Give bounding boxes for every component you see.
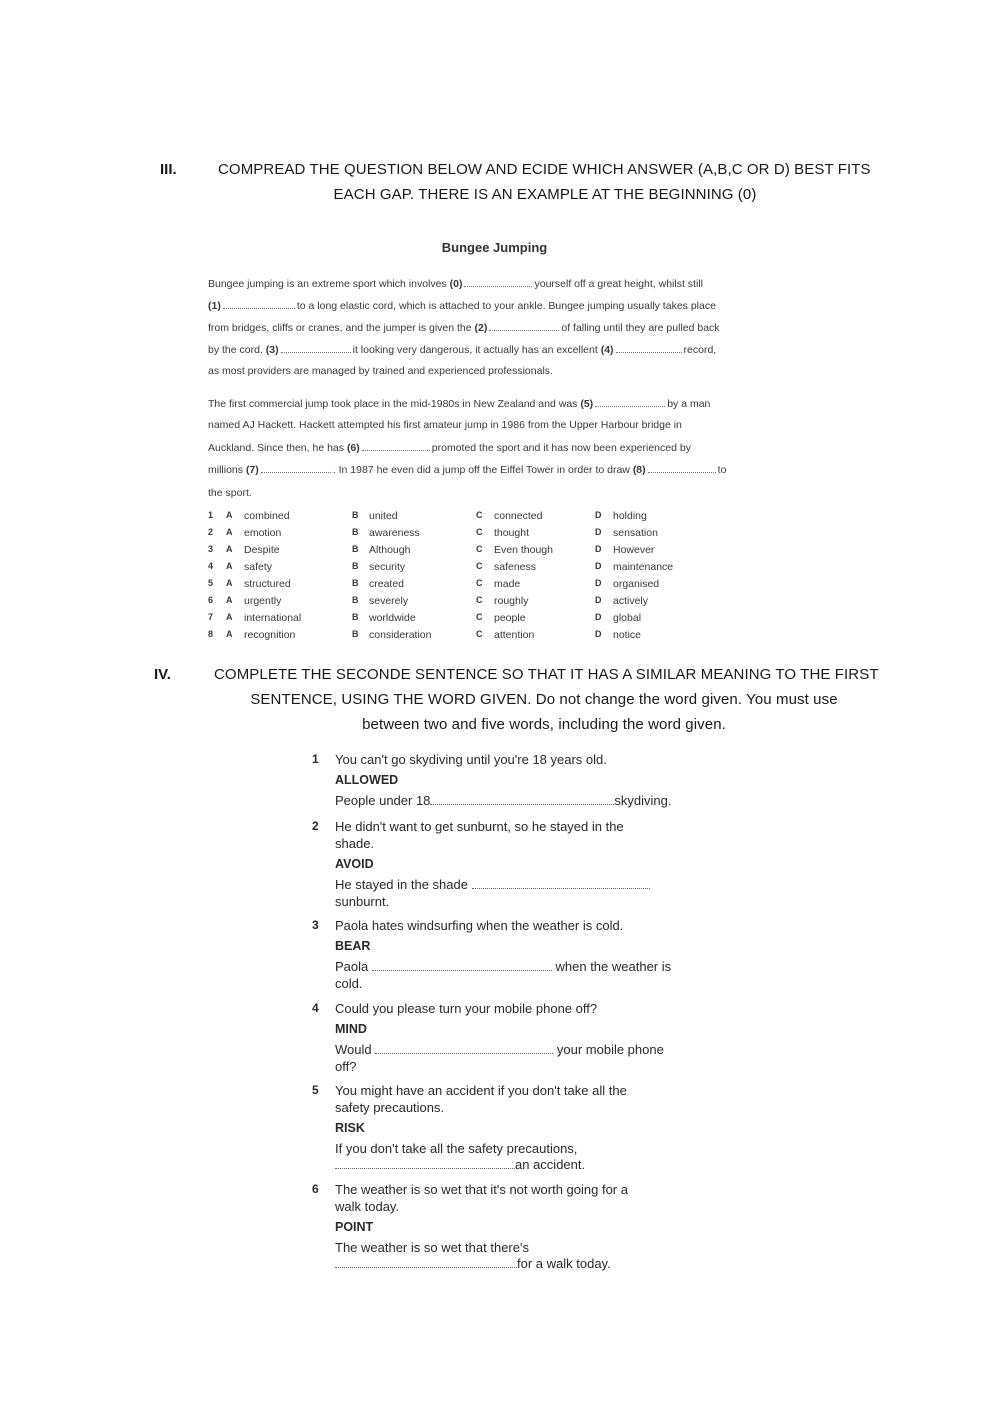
option-c: thought <box>494 527 530 539</box>
exercise-answer-line: off? <box>335 1059 357 1074</box>
passage-line: the sport. <box>208 487 252 499</box>
option-c: made <box>494 578 521 590</box>
option-a: recognition <box>244 629 296 641</box>
exercise-answer-line: cold. <box>335 976 363 991</box>
answer-blank[interactable] <box>430 793 614 805</box>
option-a: combined <box>244 510 290 522</box>
option-d: organised <box>613 578 660 590</box>
gap-blank <box>616 343 682 353</box>
section-4-heading-line1: COMPLETE THE SECONDE SENTENCE SO THAT IT HAS A SIMILAR MEANING TO THE FIRST <box>214 666 879 683</box>
exercise-answer-line: sunburnt. <box>335 894 390 909</box>
gap-2-label: (2) <box>474 322 488 334</box>
exercise-prompt: safety precautions. <box>335 1100 445 1115</box>
option-row: 6 A urgently B severely C roughly D actively <box>208 595 649 607</box>
answer-blank[interactable] <box>375 1042 553 1054</box>
gap-blank <box>595 397 665 407</box>
passage-line: (1) to a long elastic cord, which is attached to your ankle. Bungee jumping usually takes place <box>208 300 716 312</box>
option-b: severely <box>369 595 409 607</box>
option-b: created <box>369 578 405 590</box>
exercise-keyword: AVOID <box>335 857 374 871</box>
option-a: international <box>244 612 302 624</box>
gap-5-label: (5) <box>580 398 594 410</box>
exercise-answer-line: an accident. <box>335 1157 585 1172</box>
section-3-heading-line1: COMPREAD THE QUESTION BELOW AND ECIDE WHICH ANSWER (A,B,C OR D) BEST FITS <box>218 161 871 178</box>
section-3-number: III. <box>160 161 177 178</box>
answer-blank[interactable] <box>335 1256 517 1268</box>
answer-blank[interactable] <box>335 1157 515 1169</box>
answer-blank[interactable] <box>372 959 552 971</box>
exercise-keyword: MIND <box>335 1022 367 1036</box>
passage-line: millions (7) . In 1987 he even did a jump off the Eiffel Tower in order to draw (8) to <box>208 464 727 476</box>
exercise-prompt: shade. <box>335 836 375 851</box>
answer-blank[interactable] <box>472 877 650 889</box>
gap-6-label: (6) <box>346 442 360 454</box>
exercise-keyword: BEAR <box>335 939 371 953</box>
exercise-prompt: You might have an accident if you don't take all the <box>335 1083 627 1098</box>
passage-title: Bungee Jumping <box>441 240 548 255</box>
gap-blank <box>489 321 559 331</box>
passage-line: from bridges, cliffs or cranes, and the jumper is given the (2) of falling until they are pulled back <box>208 322 720 334</box>
option-d: sensation <box>613 527 658 539</box>
option-c: connected <box>494 510 543 522</box>
option-d: notice <box>613 629 642 641</box>
exercise-prompt: Paola hates windsurfing when the weather is cold. <box>335 918 624 933</box>
option-c: Even though <box>494 544 553 556</box>
option-d: global <box>613 612 642 624</box>
option-c: people <box>494 612 526 624</box>
exercise-prompt: You can't go skydiving until you're 18 years old. <box>335 752 607 767</box>
passage-line: Auckland. Since then, he has (6) promoted the sport and it has now been experienced by <box>208 442 691 454</box>
passage-line: Bungee jumping is an extreme sport which involves (0) yourself off a great height, whilst still <box>208 278 703 290</box>
passage-line: The first commercial jump took place in the mid-1980s in New Zealand and was (5) by a man <box>208 398 711 410</box>
gap-blank <box>223 299 295 309</box>
option-b: awareness <box>369 527 420 539</box>
gap-8-label: (8) <box>632 464 646 476</box>
gap-0-label: (0) <box>449 278 463 290</box>
gap-blank <box>362 441 430 451</box>
gap-blank <box>648 463 716 473</box>
section-4-number: IV. <box>154 666 171 683</box>
passage-line: by the cord. (3) it looking very dangerous, it actually has an excellent (4) record, <box>208 344 717 356</box>
passage-line: named AJ Hackett. Hackett attempted his first amateur jump in 1986 from the Upper Harbour bridge in <box>208 419 682 431</box>
option-a: emotion <box>244 527 282 539</box>
gap-1-label: (1) <box>208 300 221 312</box>
gap-blank <box>464 277 532 287</box>
exercise-answer-line: The weather is so wet that there's <box>335 1240 529 1255</box>
option-c: safeness <box>494 561 537 573</box>
exercise-answer-line: People under 18 skydiving. <box>335 793 672 808</box>
exercise-answer-line: Would your mobile phone <box>335 1042 664 1057</box>
gap-blank <box>261 463 331 473</box>
exercise-answer-line: If you don't take all the safety precautions, <box>335 1141 578 1156</box>
option-d: maintenance <box>613 561 674 573</box>
option-b: Although <box>369 544 411 556</box>
option-row: 2 A emotion B awareness C thought D sensation <box>208 527 658 539</box>
option-b: security <box>369 561 406 573</box>
option-row: 1 A combined B united C connected D holding <box>208 510 647 522</box>
exercise-keyword: RISK <box>335 1121 365 1135</box>
option-d: holding <box>613 510 647 522</box>
option-b: united <box>369 510 398 522</box>
gap-blank <box>281 343 351 353</box>
exercise-prompt: He didn't want to get sunburnt, so he stayed in the <box>335 819 624 834</box>
gap-4-label: (4) <box>600 344 614 356</box>
gap-7-label: (7) <box>245 464 259 476</box>
option-row: 7 A international B worldwide C people D global <box>208 612 642 624</box>
section-4-heading-line3: between two and five words, including the word given. <box>362 716 726 733</box>
option-d: However <box>613 544 655 556</box>
section-4-heading-line2: SENTENCE, USING THE WORD GIVEN. Do not change the word given. You must use <box>250 691 838 708</box>
option-row: 8 A recognition B consideration C attention D notice <box>208 629 642 641</box>
option-b: worldwide <box>369 612 416 624</box>
option-a: Despite <box>244 544 280 556</box>
option-a: structured <box>244 578 291 590</box>
exercise-prompt: The weather is so wet that it's not worth going for a <box>335 1182 628 1197</box>
gap-3-label: (3) <box>265 344 279 356</box>
exercise-prompt: Could you please turn your mobile phone off? <box>335 1001 598 1016</box>
option-row: 5 A structured B created C made D organised <box>208 578 660 590</box>
exercise-answer-line: for a walk today. <box>335 1256 611 1271</box>
exercise-keyword: POINT <box>335 1220 374 1234</box>
exercise-answer-line: He stayed in the shade <box>335 877 650 892</box>
exercise-prompt: walk today. <box>335 1199 400 1214</box>
option-c: attention <box>494 629 535 641</box>
option-d: actively <box>613 595 649 607</box>
option-a: safety <box>244 561 273 573</box>
option-c: roughly <box>494 595 529 607</box>
passage-line: as most providers are managed by trained and experienced professionals. <box>208 365 553 377</box>
option-row: 4 A safety B security C safeness D maintenance <box>208 561 674 573</box>
section-3-heading-line2: EACH GAP. THERE IS AN EXAMPLE AT THE BEGINNING (0) <box>333 186 757 203</box>
option-a: urgently <box>244 595 282 607</box>
option-b: consideration <box>369 629 432 641</box>
option-row: 3 A Despite B Although C Even though D However <box>208 544 655 556</box>
exercise-answer-line: Paola when the weather is <box>335 959 672 974</box>
exercise-keyword: ALLOWED <box>335 773 399 787</box>
